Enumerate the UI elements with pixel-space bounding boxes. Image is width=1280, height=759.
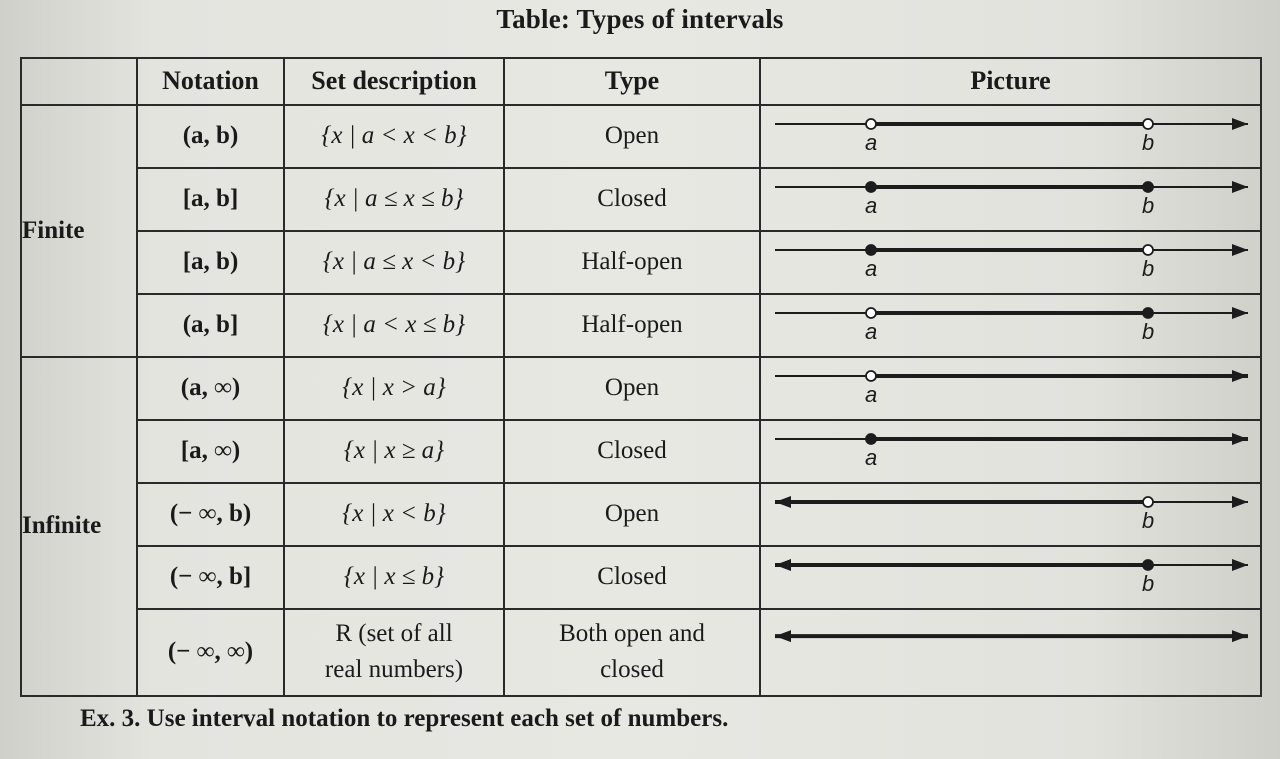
- endpoint-label-a: a: [865, 444, 878, 470]
- table-row: [21, 105, 1261, 168]
- open-endpoint: [866, 371, 876, 381]
- arrow-left-icon: [775, 630, 791, 642]
- header-row: [21, 58, 1261, 105]
- endpoint-label-a: a: [865, 381, 878, 407]
- type-cell: Closed: [504, 168, 760, 231]
- number-line-svg: [761, 169, 1260, 230]
- closed-endpoint: [1143, 560, 1153, 570]
- arrow-right-icon: [1232, 496, 1248, 508]
- number-line-picture: [760, 546, 1261, 609]
- number-line-svg: [761, 421, 1260, 482]
- intervals-table: [20, 57, 1262, 697]
- endpoint-label-a: a: [865, 318, 878, 344]
- header-picture: Picture: [760, 58, 1261, 105]
- endpoint-label-b: b: [1142, 507, 1155, 533]
- type-cell: Closed: [504, 420, 760, 483]
- arrow-right-icon: [1232, 244, 1248, 256]
- endpoint-label-b: b: [1142, 570, 1155, 596]
- number-line-picture: [760, 609, 1261, 696]
- type-cell: Half-open: [504, 231, 760, 294]
- notation-cell: [a, ∞): [137, 420, 284, 483]
- endpoint-label-b: b: [1142, 255, 1155, 281]
- endpoint-label-a: a: [865, 129, 878, 155]
- open-endpoint: [866, 308, 876, 318]
- number-line-svg: [761, 106, 1260, 167]
- endpoint-label-a: a: [865, 255, 878, 281]
- category-infinite: Infinite: [21, 357, 137, 696]
- table-row: [21, 294, 1261, 357]
- number-line-svg: [761, 547, 1260, 608]
- type-cell: Half-open: [504, 294, 760, 357]
- set-description-cell: {x | x ≥ a}: [284, 420, 504, 483]
- set-description-cell: {x | x < b}: [284, 483, 504, 546]
- open-endpoint: [1143, 119, 1153, 129]
- endpoint-label-a: a: [865, 192, 878, 218]
- type-cell: Open: [504, 483, 760, 546]
- arrow-right-icon: [1232, 370, 1248, 382]
- number-line-picture: [760, 168, 1261, 231]
- type-line: closed: [600, 656, 664, 684]
- set-description-cell: [284, 609, 504, 696]
- table-row: [21, 420, 1261, 483]
- open-endpoint: [866, 119, 876, 129]
- table-title: Table: Types of intervals: [496, 4, 784, 34]
- closed-endpoint: [1143, 182, 1153, 192]
- set-description-line: real numbers): [324, 656, 464, 684]
- number-line-svg: [761, 295, 1260, 356]
- number-line-svg: [761, 232, 1260, 293]
- arrow-right-icon: [1232, 433, 1248, 445]
- arrow-right-icon: [1232, 181, 1248, 193]
- header-notation: Notation: [137, 58, 284, 105]
- table-row: [21, 357, 1261, 420]
- table-row: [21, 231, 1261, 294]
- notation-cell: (− ∞, b]: [137, 546, 284, 609]
- set-description-cell: {x | a ≤ x < b}: [284, 231, 504, 294]
- set-description-cell: {x | x ≤ b}: [284, 546, 504, 609]
- table-row: [21, 483, 1261, 546]
- arrow-left-icon: [775, 559, 791, 571]
- arrow-right-icon: [1232, 559, 1248, 571]
- number-line-picture: [760, 294, 1261, 357]
- header-type: Type: [504, 58, 760, 105]
- number-line-picture: [760, 231, 1261, 294]
- exercise-heading: Ex. 3. Use interval notation to represent each set of numbers.: [80, 705, 729, 732]
- closed-endpoint: [866, 434, 876, 444]
- type-cell: Open: [504, 105, 760, 168]
- number-line-svg: [761, 484, 1260, 545]
- notation-cell: (− ∞, ∞): [137, 609, 284, 696]
- notation-cell: [a, b): [137, 231, 284, 294]
- set-description-line: R (set of all: [335, 620, 453, 648]
- header-empty: [21, 58, 137, 105]
- closed-endpoint: [866, 245, 876, 255]
- type-cell: Open: [504, 357, 760, 420]
- number-line-picture: [760, 357, 1261, 420]
- number-line-picture: [760, 483, 1261, 546]
- type-line: Both open and: [559, 620, 705, 648]
- endpoint-label-b: b: [1142, 192, 1155, 218]
- arrow-right-icon: [1232, 118, 1248, 130]
- endpoint-label-b: b: [1142, 318, 1155, 344]
- set-description-cell: {x | x > a}: [284, 357, 504, 420]
- set-description-cell: {x | a < x ≤ b}: [284, 294, 504, 357]
- closed-endpoint: [1143, 308, 1153, 318]
- table-row: [21, 546, 1261, 609]
- closed-endpoint: [866, 182, 876, 192]
- arrow-right-icon: [1232, 307, 1248, 319]
- table-row: [21, 609, 1261, 696]
- open-endpoint: [1143, 497, 1153, 507]
- notation-cell: [a, b]: [137, 168, 284, 231]
- arrow-right-icon: [1232, 630, 1248, 642]
- set-description-cell: {x | a ≤ x ≤ b}: [284, 168, 504, 231]
- number-line-svg: [761, 358, 1260, 419]
- type-cell: [504, 609, 760, 696]
- number-line-svg: [761, 610, 1260, 695]
- notation-cell: (− ∞, b): [137, 483, 284, 546]
- endpoint-label-b: b: [1142, 129, 1155, 155]
- arrow-left-icon: [775, 496, 791, 508]
- table-row: [21, 168, 1261, 231]
- number-line-picture: [760, 105, 1261, 168]
- notation-cell: (a, b]: [137, 294, 284, 357]
- type-cell: Closed: [504, 546, 760, 609]
- set-description-cell: {x | a < x < b}: [284, 105, 504, 168]
- notation-cell: (a, ∞): [137, 357, 284, 420]
- header-set-description: Set description: [284, 58, 504, 105]
- number-line-picture: [760, 420, 1261, 483]
- open-endpoint: [1143, 245, 1153, 255]
- category-finite: Finite: [21, 105, 137, 357]
- notation-cell: (a, b): [137, 105, 284, 168]
